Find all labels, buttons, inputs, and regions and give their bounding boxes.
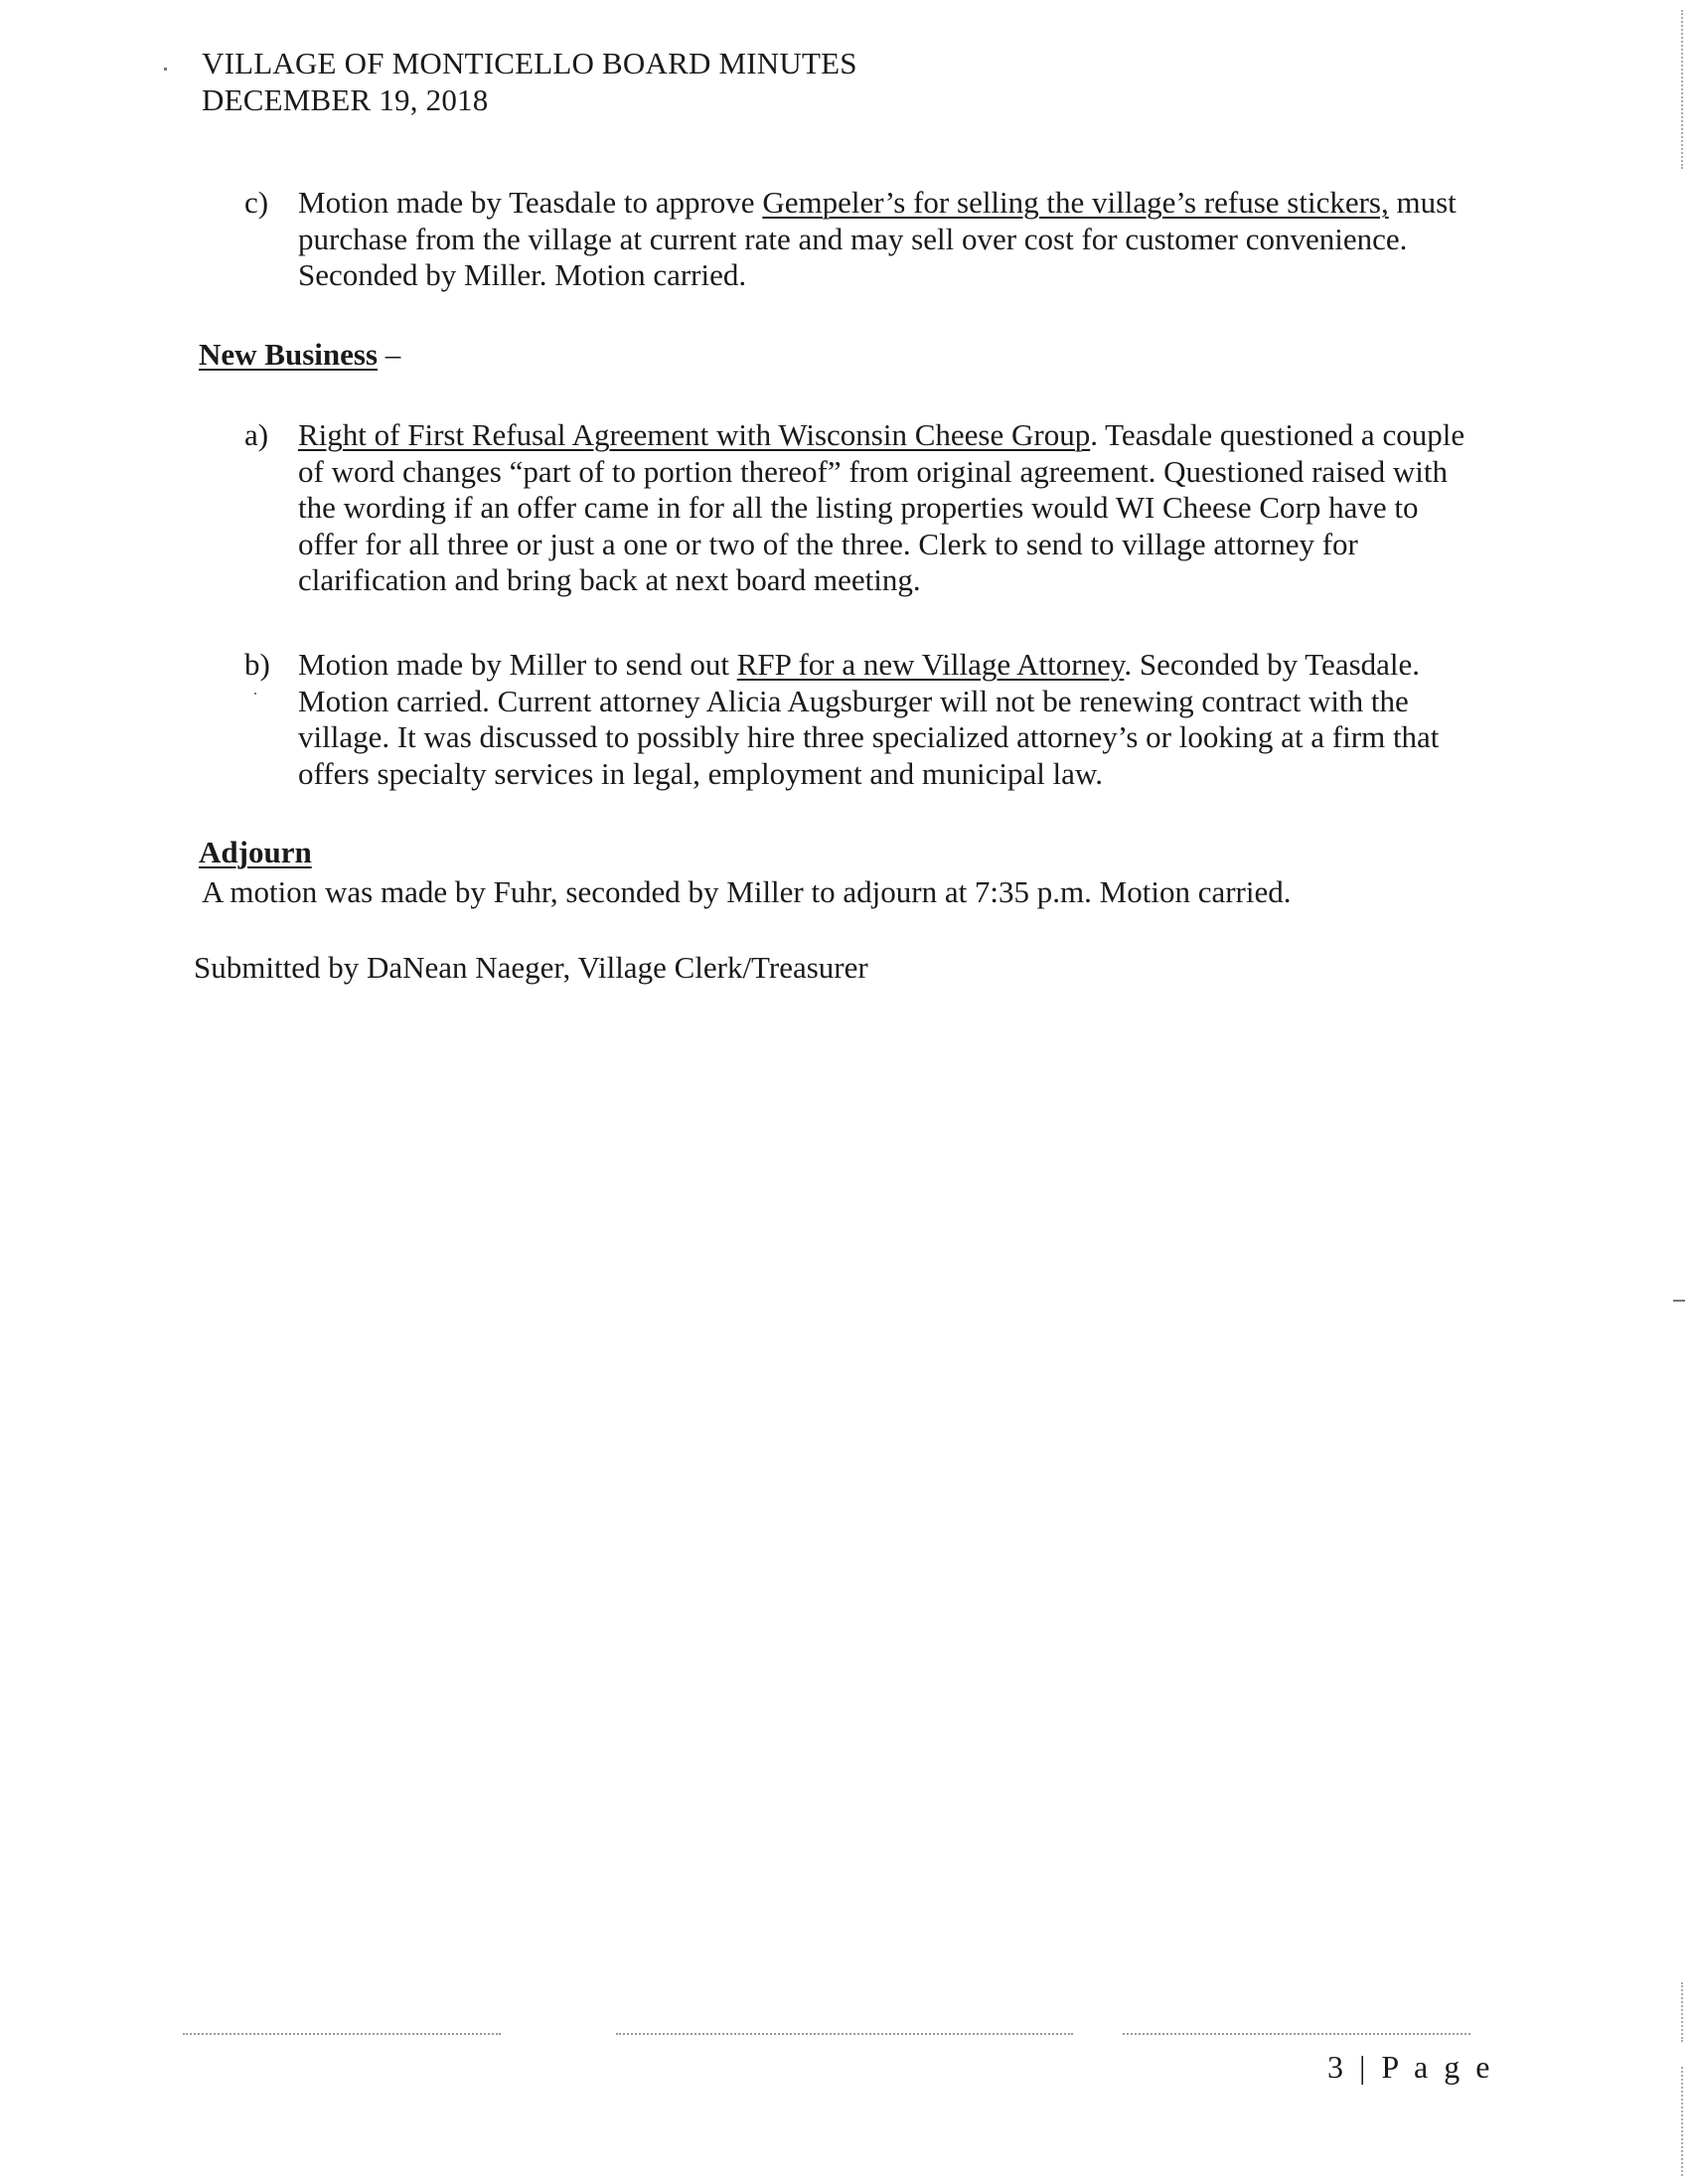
item-text-pre: Motion made by Teasdale to approve [298,185,763,220]
heading-dash: – [378,337,401,372]
item-marker: b) [244,647,270,682]
item-text-pre: Motion made by Miller to send out [298,647,737,682]
item-text-post: must purchase from the village at current rate and may sell over cost for customer convenience. Seconded by Miller. Motion carried. [298,185,1457,292]
adjourn-text: A motion was made by Fuhr, seconded by Miller to adjourn at 7:35 p.m. Motion carried. [202,874,1292,909]
scan-artifact-line [183,2033,501,2035]
section-heading-label: New Business [199,337,379,372]
section-heading-label: Adjourn [199,835,312,869]
item-underlined-subject: Gempeler’s for selling the village’s refuse stickers, [762,185,1389,220]
new-business-item-a [244,417,1476,599]
submitted-by: Submitted by DaNean Naeger, Village Clerk/Treasurer [194,950,868,985]
scan-artifact-edge [1681,10,1683,169]
item-marker: a) [244,417,269,452]
item-text [298,647,1476,792]
scan-artifact-mark [254,693,256,695]
new-business-item-b [244,647,1476,792]
document-title: VILLAGE OF MONTICELLO BOARD MINUTES [202,46,857,80]
scan-artifact-line [616,2033,1073,2035]
old-business-item-c [244,185,1476,294]
page-number: 3 | P a g e [1327,2049,1494,2085]
meeting-date: DECEMBER 19, 2018 [202,82,489,117]
scan-artifact-mark [164,68,167,71]
new-business-heading [199,337,400,373]
item-text-post: . Teasdale questioned a couple of word changes “part of to portion thereof” from original agreement. Questioned raised with the wording if an offer came in for all the listing properties would WI Cheese Corp have to offer for all three or just a one or two of the three. Clerk to send to village attorney for clarification and bring back at next board meeting. [298,417,1465,597]
item-underlined-subject: Right of First Refusal Agreement with Wisconsin Cheese Group [298,417,1091,452]
item-text [298,185,1476,294]
scan-artifact-mark [1673,1300,1685,1302]
item-text [298,417,1476,599]
scan-artifact-edge [1681,1982,1683,2042]
scan-artifact-line [1123,2033,1470,2035]
item-underlined-subject: RFP for a new Village Attorney [736,647,1125,682]
item-text-post: . Seconded by Teasdale. Motion carried. Current attorney Alicia Augsburger will not be renewing contract with the village. It was discussed to possibly hire three specialized attorney’s or looking at a firm that offers specialty services in legal, employment and municipal law. [298,647,1440,791]
scan-artifact-edge [1681,2067,1683,2176]
item-marker: c) [244,185,269,220]
adjourn-heading [199,835,312,870]
